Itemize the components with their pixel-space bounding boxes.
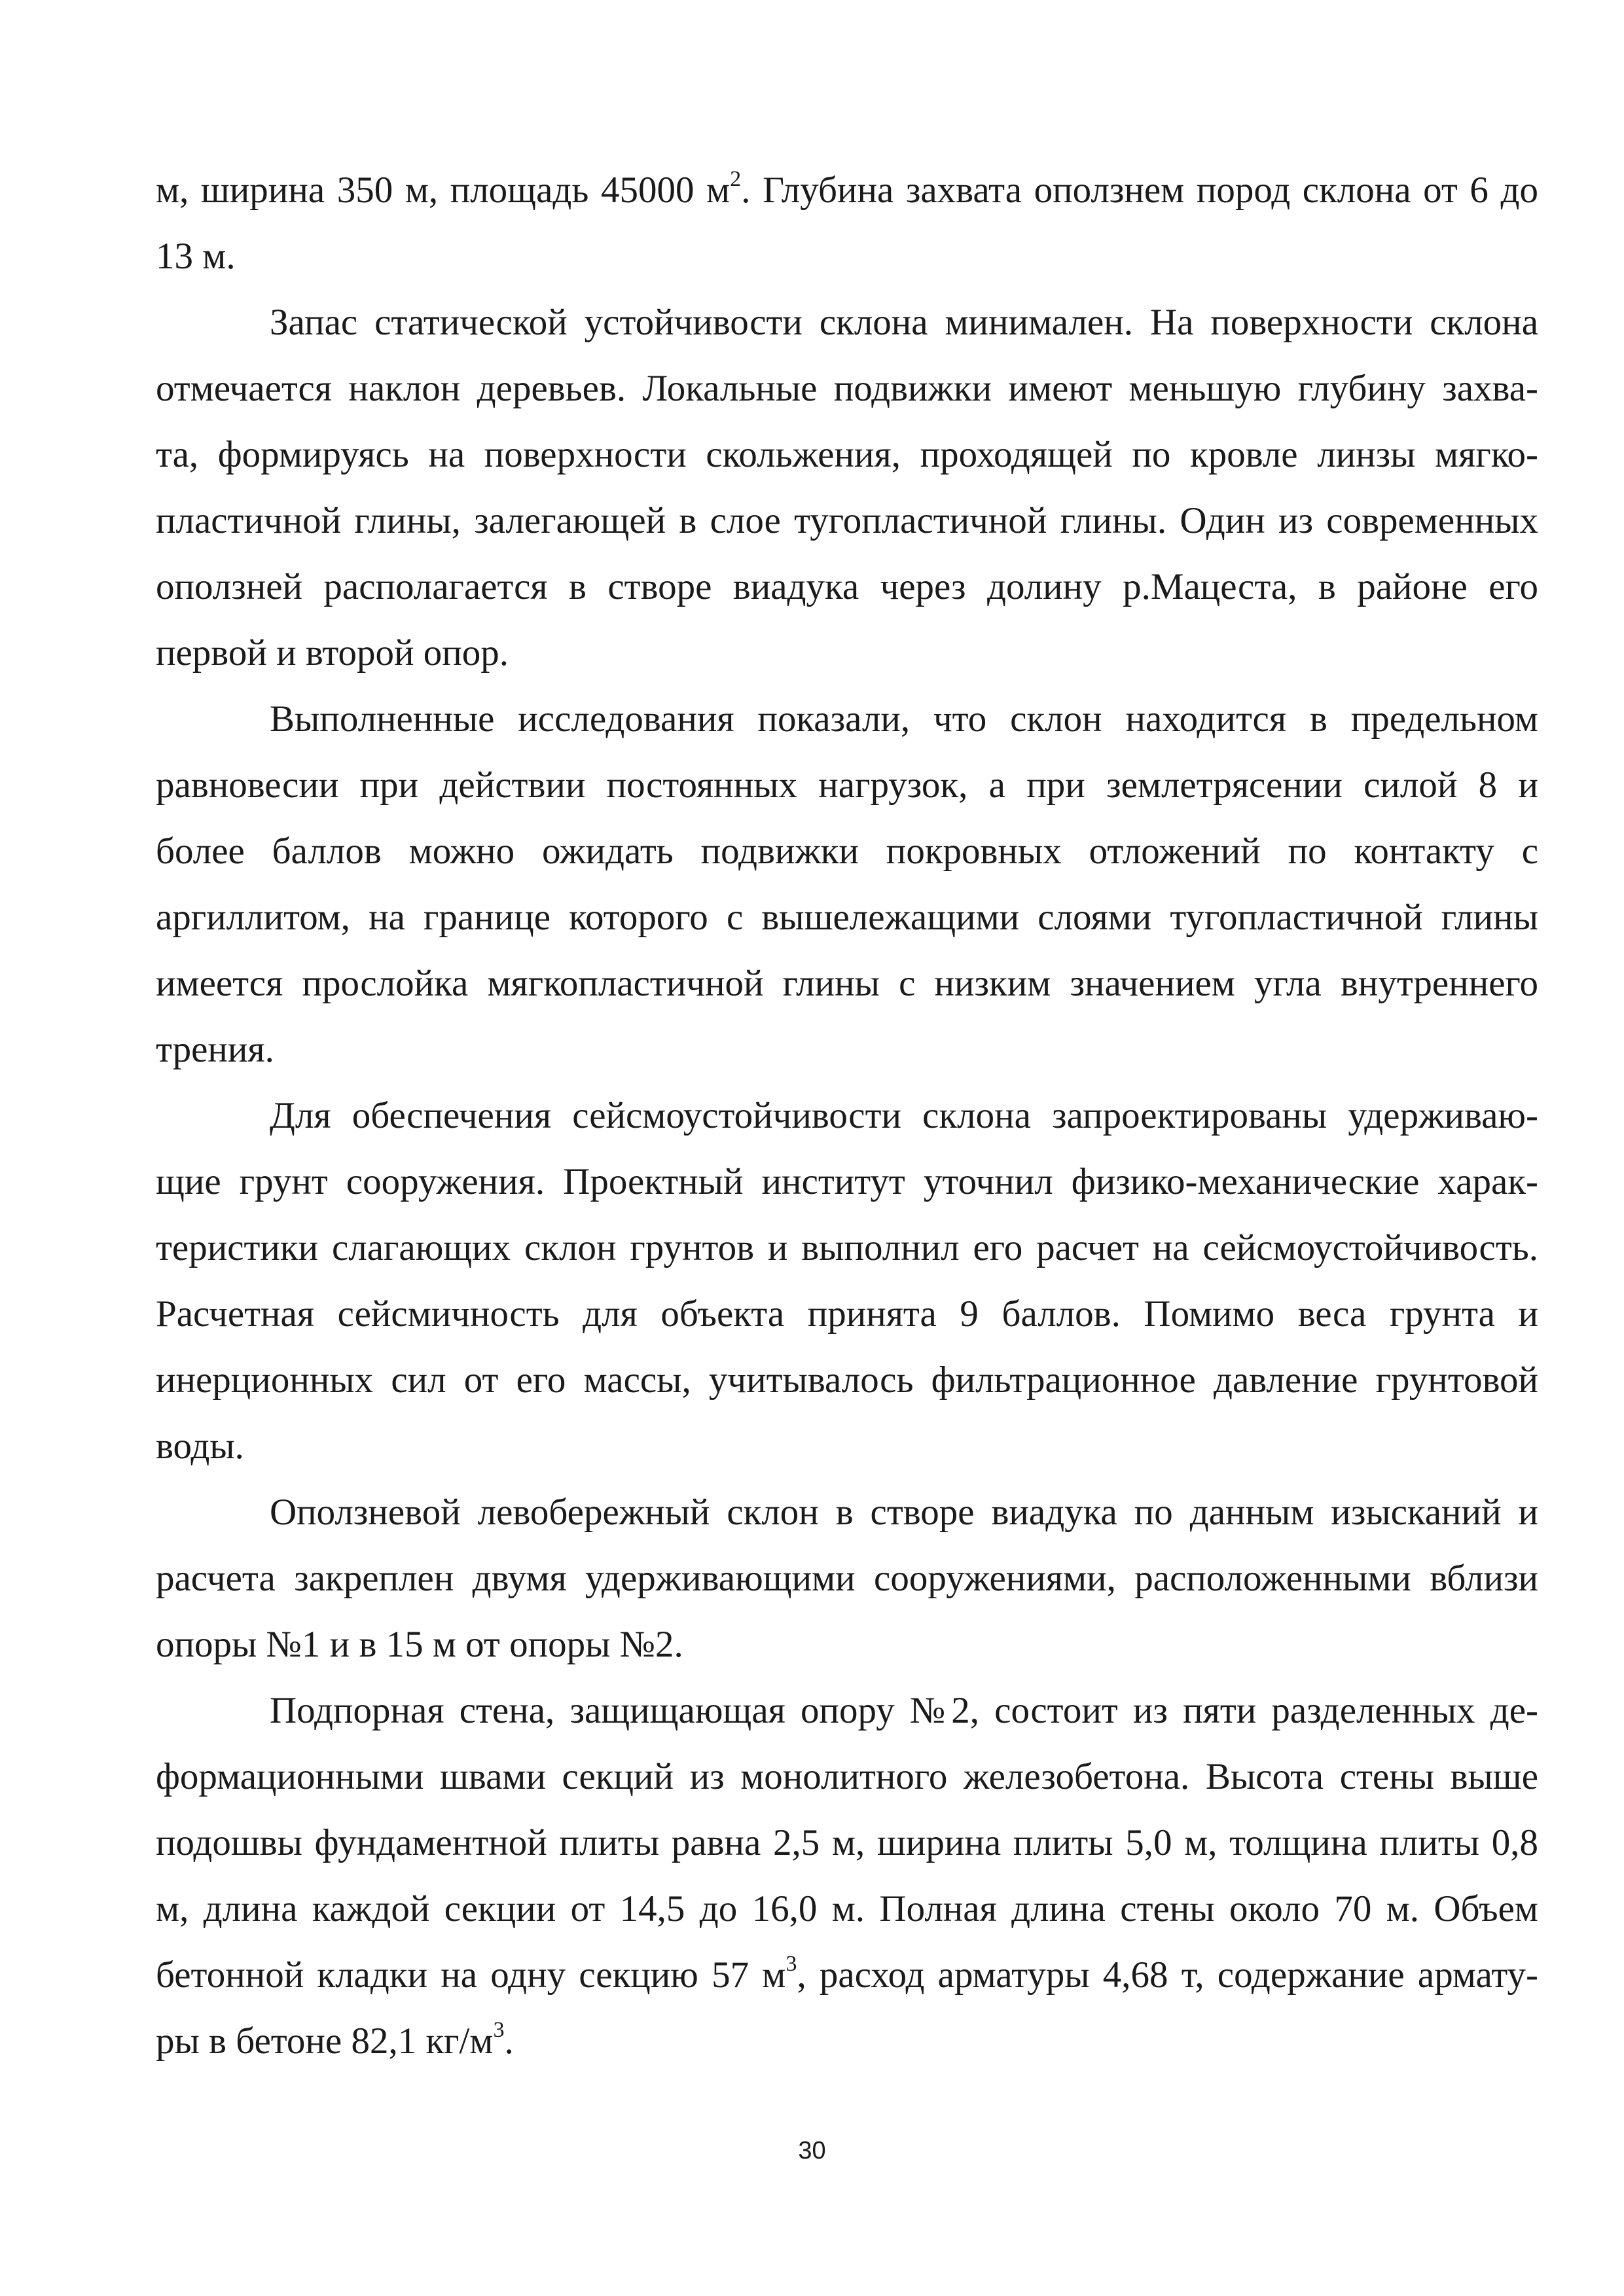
text-line: первой и второй опор. bbox=[156, 632, 509, 673]
text-line: аргиллитом, на границе которого с вышележащими слоями тугопластичной глины bbox=[156, 897, 1538, 938]
paragraph-2 bbox=[156, 686, 1538, 1083]
superscript: 2 bbox=[730, 166, 742, 191]
text-fragment: . Глубина захвата оползнем пород склона от 6 до bbox=[741, 170, 1538, 211]
paragraph-5 bbox=[156, 1677, 1538, 2074]
text-line: воды. bbox=[156, 1426, 244, 1467]
paragraph-0 bbox=[156, 157, 1538, 289]
text-line: инерционных сил от его массы, учитывалось фильтрационное давление грунтовой bbox=[156, 1359, 1538, 1401]
text-fragment: бетонной кладки на одну секцию 57 м bbox=[156, 1954, 786, 1996]
text-line: Для обеспечения сейсмоустойчивости склона запроектированы удерживаю- bbox=[270, 1095, 1538, 1136]
text-line: Подпорная стена, защищающая опору №2, состоит из пяти разделенных де- bbox=[270, 1690, 1538, 1731]
text-line: подошвы фундаментной плиты равна 2,5 м, ширина плиты 5,0 м, толщина плиты 0,8 bbox=[156, 1822, 1538, 1863]
paragraph-3 bbox=[156, 1083, 1538, 1479]
text-line: опоры №1 и в 15 м от опоры №2. bbox=[156, 1624, 683, 1665]
text-line: м, длина каждой секции от 14,5 до 16,0 м. Полная длина стены около 70 м. Объем bbox=[156, 1888, 1538, 1929]
text-line: Расчетная сейсмичность для объекта принята 9 баллов. Помимо веса грунта и bbox=[156, 1293, 1538, 1335]
superscript: 3 bbox=[493, 2017, 505, 2042]
text-line: пластичной глины, залегающей в слое тугопластичной глины. Один из современных bbox=[156, 500, 1538, 541]
text-line: расчета закреплен двумя удерживающими сооружениями, расположенными вблизи bbox=[156, 1558, 1538, 1599]
text-fragment: ры в бетоне 82,1 кг/м bbox=[156, 2020, 494, 2062]
text-line: 13 м. bbox=[156, 236, 236, 277]
text-line: оползней располагается в створе виадука через долину р.Мацеста, в районе его bbox=[156, 566, 1538, 607]
page-number: 30 bbox=[798, 2137, 826, 2164]
text-line: равновесии при действии постоянных нагрузок, а при землетрясении силой 8 и bbox=[156, 764, 1538, 806]
text-line bbox=[156, 157, 1538, 223]
paragraph-4 bbox=[156, 1479, 1538, 1677]
text-line: отмечается наклон деревьев. Локальные подвижки имеют меньшую глубину захва- bbox=[156, 368, 1538, 409]
text-line: имеется прослойка мягкопластичной глины с низким значением угла внутреннего bbox=[156, 963, 1538, 1004]
text-line bbox=[156, 2008, 1538, 2074]
superscript: 3 bbox=[785, 1951, 797, 1976]
text-line: Оползневой левобережный склон в створе виадука по данным изысканий и bbox=[270, 1492, 1538, 1533]
text-fragment: , расход арматуры 4,68 т, содержание армату- bbox=[797, 1954, 1538, 1996]
body-text bbox=[156, 157, 1538, 2074]
text-line: формационными швами секций из монолитного железобетона. Высота стены выше bbox=[156, 1756, 1538, 1797]
text-fragment: м, ширина 350 м, площадь 45000 м bbox=[156, 170, 731, 211]
paragraph-1 bbox=[156, 289, 1538, 686]
text-line: Выполненные исследования показали, что склон находится в предельном bbox=[270, 698, 1538, 740]
text-line: щие грунт сооружения. Проектный институт уточнил физико-механические харак- bbox=[156, 1161, 1538, 1202]
text-fragment: . bbox=[504, 2020, 514, 2062]
text-line: теристики слагающих склон грунтов и выполнил его расчет на сейсмоустойчивость. bbox=[156, 1227, 1538, 1268]
text-line bbox=[156, 1942, 1538, 2008]
text-line: Запас статической устойчивости склона минимален. На поверхности склона bbox=[270, 302, 1538, 343]
text-line: та, формируясь на поверхности скольжения, проходящей по кровле линзы мягко- bbox=[156, 434, 1538, 475]
text-line: трения. bbox=[156, 1029, 274, 1070]
text-line: более баллов можно ожидать подвижки покровных отложений по контакту с bbox=[156, 831, 1538, 872]
